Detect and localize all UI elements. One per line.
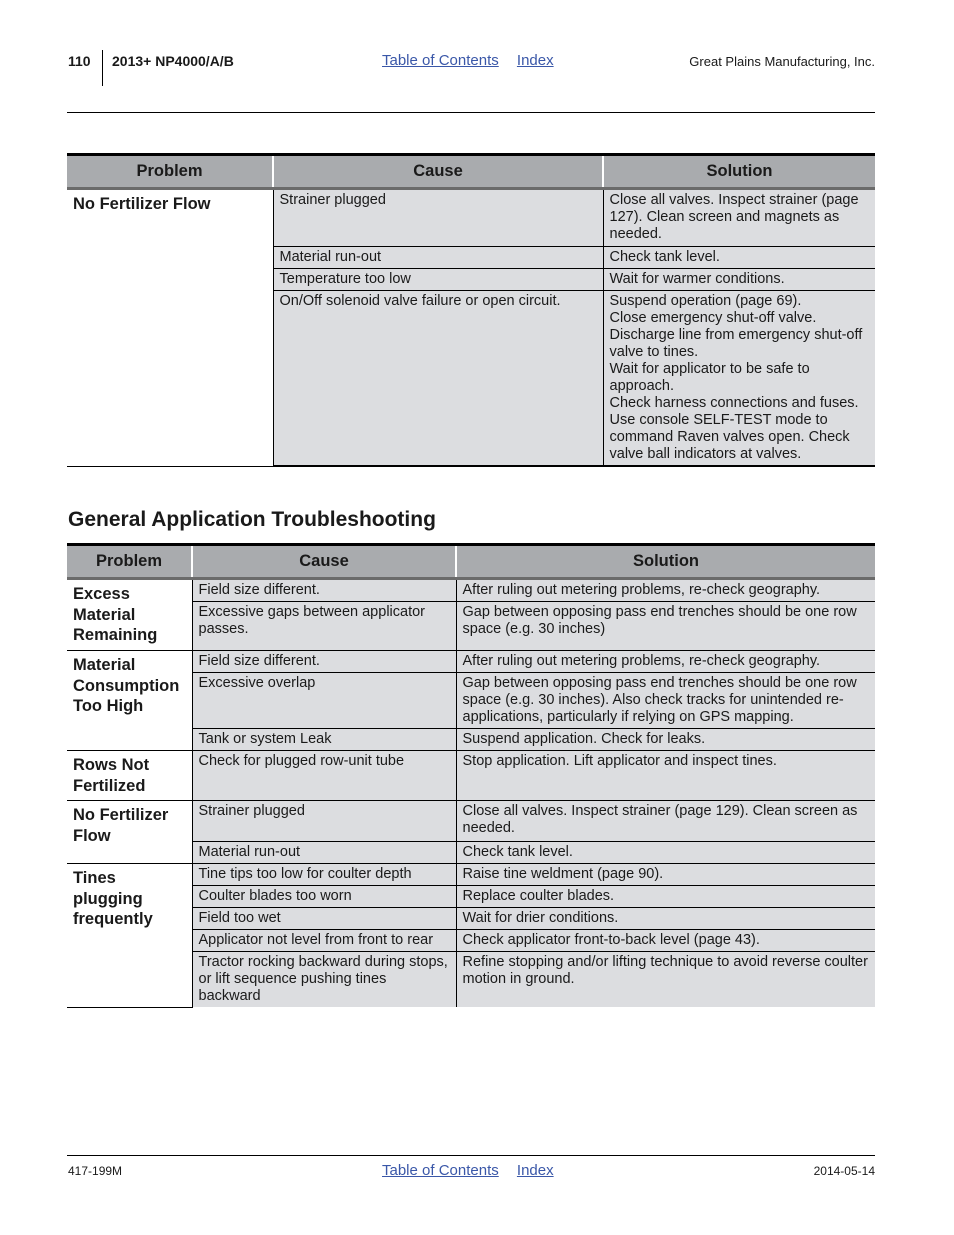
solution-line: Discharge line from emergency shut-off valve to tines. [609,327,863,360]
solution-cell [603,291,875,467]
solution-cell: Wait for warmer conditions. [603,269,875,291]
solution-cell: Close all valves. Inspect strainer (page 127). Clean screen and magnets as needed. [603,189,875,247]
problem-cell: No Fertilizer Flow [67,189,273,467]
table-row [67,801,875,842]
solution-cell: Suspend application. Check for leaks. [456,729,875,751]
solution-line: Suspend operation (page 69). [609,293,802,309]
cause-cell: Material run-out [192,842,456,864]
solution-line: Use console SELF-TEST mode to command Raven valves open. Check valve ball indicators at valves. [609,412,850,462]
header-links [382,52,568,69]
solution-cell: Wait for drier conditions. [456,908,875,930]
table-header-row [67,545,875,579]
toc-link[interactable]: Table of Contents [382,52,499,69]
general-troubleshooting-table [67,543,875,1008]
problem-cell: Material Consumption Too High [67,651,192,751]
solution-line: Check harness connections and fuses. [609,395,859,411]
solution-cell: After ruling out metering problems, re-check geography. [456,651,875,673]
cause-cell: Field too wet [192,908,456,930]
solution-cell: Gap between opposing pass end trenches should be one row space (e.g. 30 inches) [456,602,875,651]
model-name: 2013+ NP4000/A/B [112,53,234,69]
footer-rule [67,1155,875,1156]
publication-date: 2014-05-14 [813,1164,875,1178]
document-number: 417-199M [68,1164,123,1178]
header-divider [102,50,103,86]
problem-cell: No Fertilizer Flow [67,801,192,864]
solution-cell: After ruling out metering problems, re-check geography. [456,579,875,602]
page-header [0,0,954,113]
solution-cell: Check applicator front-to-back level (page 43). [456,930,875,952]
solution-cell: Close all valves. Inspect strainer (page 129). Clean screen as needed. [456,801,875,842]
cause-cell: Tank or system Leak [192,729,456,751]
solution-cell: Refine stopping and/or lifting technique to avoid reverse coulter motion in ground. [456,952,875,1008]
section-title: General Application Troubleshooting [68,508,436,531]
table-row [67,864,875,886]
solution-line: Close emergency shut-off valve. [609,310,817,326]
cause-cell: Check for plugged row-unit tube [192,751,456,801]
page-footer [0,1150,954,1190]
column-header-cause: Cause [192,545,456,579]
table-row [67,579,875,602]
solution-cell: Stop application. Lift applicator and inspect tines. [456,751,875,801]
column-header-problem: Problem [67,545,192,579]
index-link[interactable]: Index [516,52,554,69]
company-name: Great Plains Manufacturing, Inc. [689,54,875,69]
cause-cell: Applicator not level from front to rear [192,930,456,952]
solution-cell: Check tank level. [456,842,875,864]
problem-cell: Rows Not Fertilized [67,751,192,801]
cause-cell: Excessive overlap [192,673,456,729]
column-header-cause: Cause [273,155,603,189]
solution-cell: Raise tine weldment (page 90). [456,864,875,886]
toc-link[interactable]: Table of Contents [382,1162,499,1179]
cause-cell: Field size different. [192,579,456,602]
cause-cell: Tine tips too low for coulter depth [192,864,456,886]
cause-cell: Tractor rocking backward during stops, or lift sequence pushing tines backward [192,952,456,1008]
page-number: 110 [68,53,91,69]
cause-cell: Strainer plugged [192,801,456,842]
cause-cell: On/Off solenoid valve failure or open circuit. [273,291,603,467]
cause-cell: Field size different. [192,651,456,673]
cause-cell: Strainer plugged [273,189,603,247]
column-header-solution: Solution [603,155,875,189]
cause-cell: Coulter blades too worn [192,886,456,908]
cause-cell: Material run-out [273,247,603,269]
table-row [67,189,875,247]
footer-links [382,1162,568,1179]
column-header-solution: Solution [456,545,875,579]
table-header-row [67,155,875,189]
index-link[interactable]: Index [516,1162,554,1179]
column-header-problem: Problem [67,155,273,189]
solution-line: Wait for applicator to be safe to approach. [609,361,810,394]
table-row [67,751,875,801]
header-rule [67,112,875,113]
problem-cell: Excess Material Remaining [67,579,192,651]
no-fertilizer-flow-table [67,153,875,467]
cause-cell: Temperature too low [273,269,603,291]
solution-cell: Replace coulter blades. [456,886,875,908]
solution-cell: Check tank level. [603,247,875,269]
solution-cell: Gap between opposing pass end trenches should be one row space (e.g. 30 inches). Also check tracks for unintended re-applications, particularly if relying on GPS mapping. [456,673,875,729]
cause-cell: Excessive gaps between applicator passes. [192,602,456,651]
table-row [67,651,875,673]
problem-cell: Tines plugging frequently [67,864,192,1008]
